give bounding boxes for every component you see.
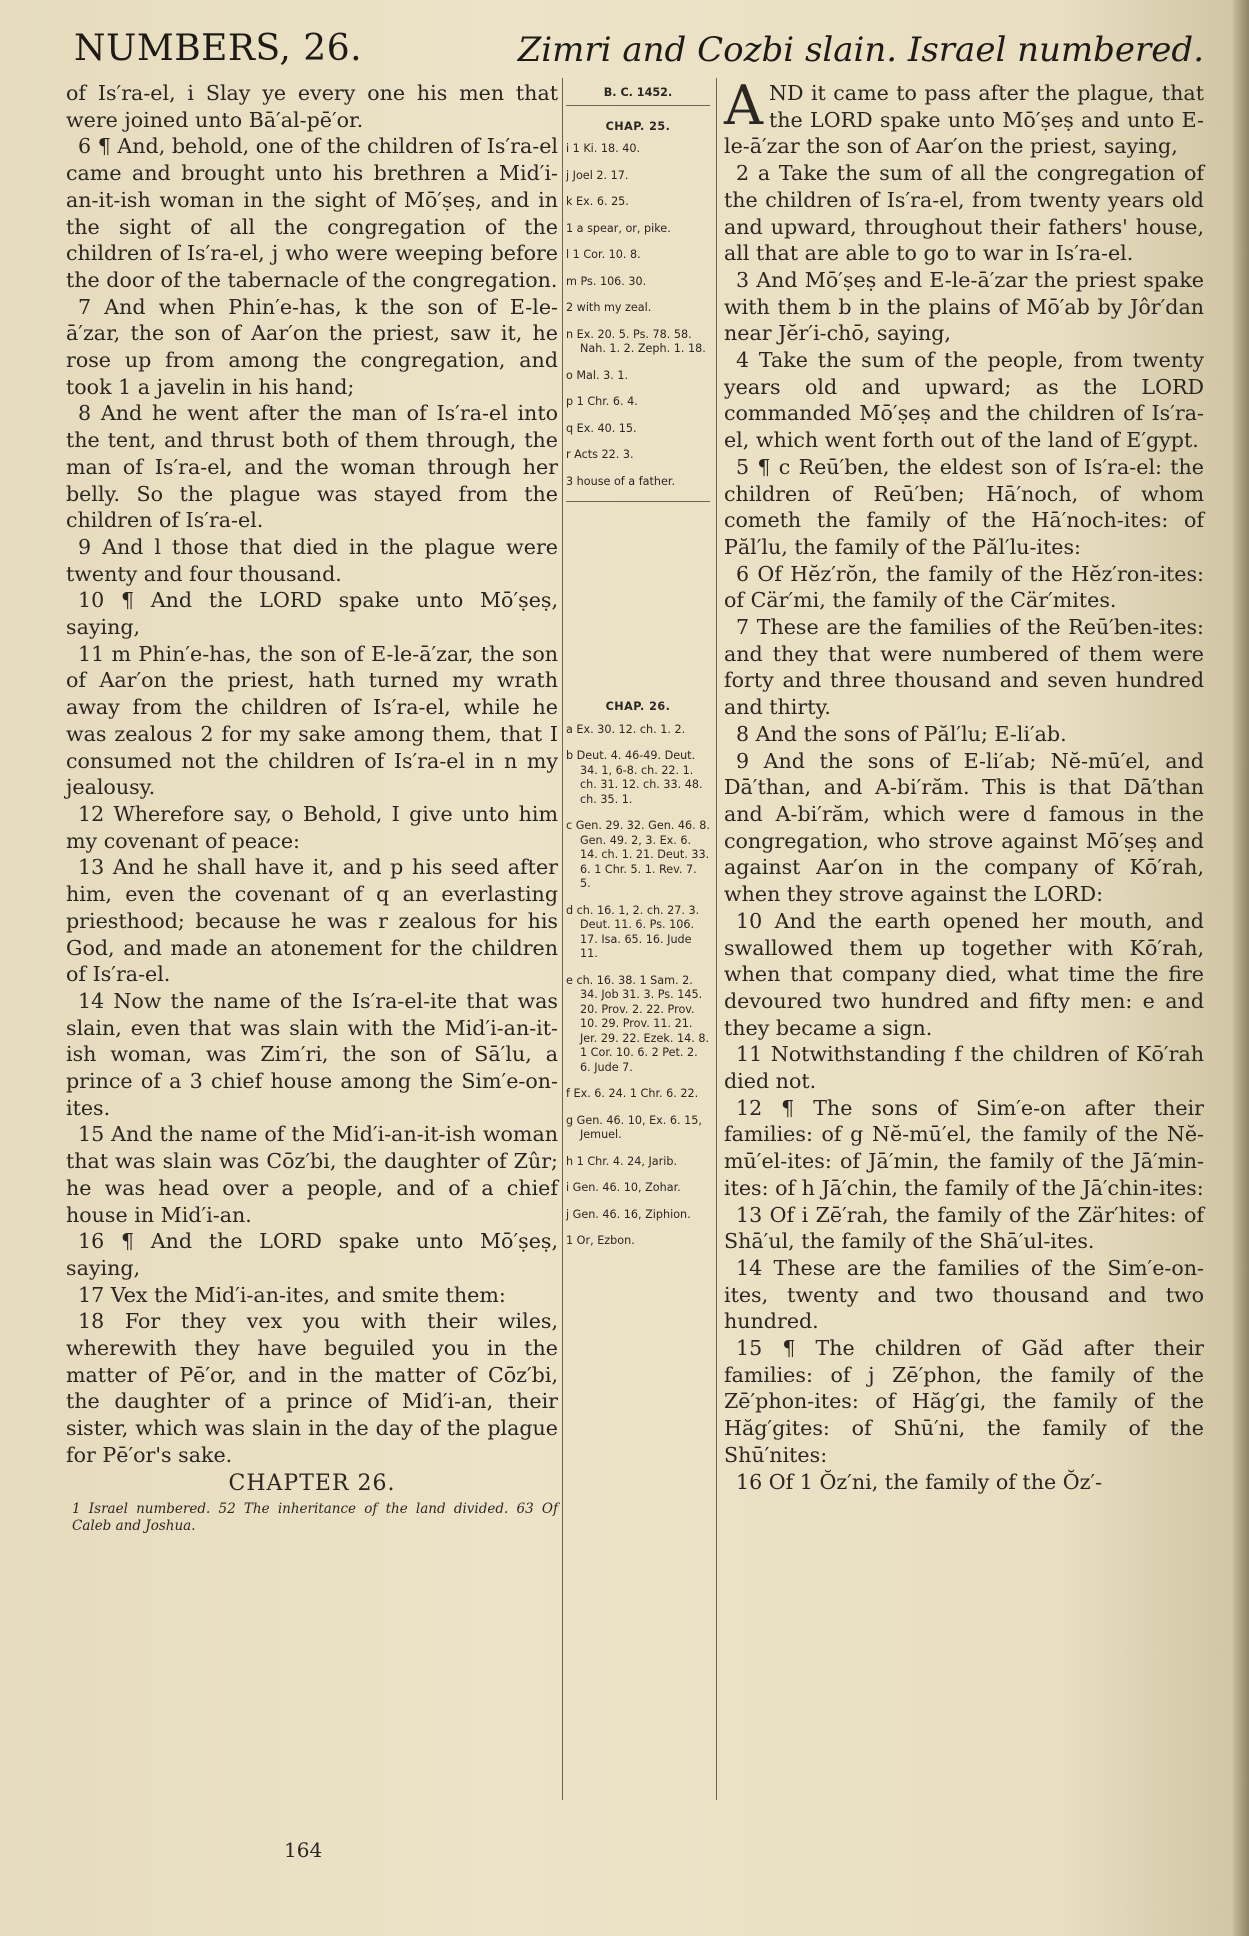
drop-cap: A [724, 74, 763, 137]
verse: of Is′ra-el, i Slay ye every one his men that were joined unto Bā′al-pē′or. [66, 81, 558, 132]
column-rule-left [562, 78, 563, 1800]
verse: 12 ¶ The sons of Sim′e-on after their families: of g Nĕ-mū′el, the family of the Nĕ-mū′el-ites: of Jā′min, the family of the Jā′min-ites: of h Jā′chin, the family of the Jā′chin-ites: [724, 1095, 1204, 1200]
page-edge-shadow [1233, 0, 1249, 1936]
left-text-column [66, 80, 558, 1880]
verse: 2 a Take the sum of all the congregation of the children of Is′ra-el, from twenty years old and upward, throughout their fathers' house, all that are able to go to war in Is′ra-el. [724, 161, 1204, 266]
verse: 11 m Phin′e-has, the son of E-le-ā′zar, the son of Aar′on the priest, hath turned my wrath away from the children of Is′ra-el, while he was zealous 2 for my sake among them, that I consumed not the children of Is′ra-el in n my jealousy. [66, 641, 558, 800]
verse: 5 ¶ c Reū′ben, the eldest son of Is′ra-el: the children of Reū′ben; Hā′noch, of whom cometh the family of the Hā′noch-ites: of Păl′lu, the family of the Păl′lu-ites: [724, 454, 1204, 559]
ref-entry: i 1 Ki. 18. 40. [566, 142, 641, 155]
verse: 9 And l those that died in the plague were twenty and four thousand. [66, 534, 558, 586]
verse: 10 ¶ And the LORD spake unto Mō′ṣeṣ, saying, [66, 588, 558, 640]
ref-entry: m Ps. 106. 30. [566, 274, 647, 288]
verse: 6 ¶ And, behold, one of the children of Is′ra-el came and brought unto his brethren a Mid′i-an-it-ish woman in the sight of Mō′ṣeṣ, and in the sight of all the congregation of the children of Is′ra-el, j who were weeping before the door of the tabernacle of the congregation. [66, 134, 558, 292]
ref-entry: 1 Or, Ezbon. [566, 1234, 635, 1247]
verse: 4 Take the sum of the people, from twenty years old and upward; as the LORD commanded Mō′ṣeṣ and the children of Is′ra-el, which went forth out of the land of E′gypt. [724, 348, 1204, 453]
verse: 18 For they vex you with their wiles, wherewith they have beguiled you in the matter of Pē′or, and in the matter of Cōz′bi, the daughter of a prince of Mid′i-an, their sister, which was slain in the day of the plague for Pē′or's sake. [66, 1309, 558, 1467]
ref-entry: j Gen. 46. 16, Ziphion. [566, 1207, 691, 1221]
ref-chapter-heading: CHAP. 26. [605, 700, 671, 713]
ref-entry: a Ex. 30. 12. ch. 1. 2. [566, 722, 686, 736]
book-chapter-heading: NUMBERS, 26. [74, 28, 363, 69]
column-rule-right [716, 78, 717, 1800]
ref-chapter-heading: CHAP. 25. [605, 119, 671, 133]
verse: 16 ¶ And the LORD spake unto Mō′ṣeṣ, saying, [66, 1229, 558, 1280]
verse: 9 And the sons of E-li′ab; Nĕ-mū′el, and Dā′than, and A-bi′răm. This is that Dā′than and A-bi′răm, which were d famous in the congregation, who strove against Mō′ṣeṣ and against Aar′on in the company of Kō′rah, when they strove against the LORD: [724, 748, 1204, 907]
verse: 17 Vex the Mid′i-an-ites, and smite them: [78, 1282, 506, 1307]
verse: 11 Notwithstanding f the children of Kō′rah died not. [724, 1042, 1204, 1094]
verse: 7 And when Phin′e-has, k the son of E-le-ā′zar, the son of Aar′on the priest, saw it, he rose up from among the congregation, and took 1 a javelin in his hand; [66, 294, 558, 399]
page-number: 164 [284, 1838, 323, 1862]
verse: 13 Of i Zē′rah, the family of the Zär′hites: of Shā′ul, the family of the Shā′ul-ites. [724, 1202, 1204, 1254]
right-text-column [724, 74, 1204, 1880]
ref-entry: r Acts 22. 3. [566, 448, 634, 461]
ref-entry: h 1 Chr. 4. 24, Jarib. [566, 1154, 678, 1168]
date-label: B. C. 1452. [603, 86, 673, 99]
ref-entry: b Deut. 4. 46-49. Deut. 34. 1, 6-8. ch. 22. 1. ch. 31. 12. ch. 33. 48. ch. 35. 1. [566, 749, 703, 806]
verse: 14 These are the families of the Sim′e-on-ites, twenty and two thousand and two hundred. [724, 1255, 1204, 1334]
ref-entry: c Gen. 29. 32. Gen. 46. 8. Gen. 49. 2, 3. Ex. 6. 14. ch. 1. 21. Deut. 33. 6. 1 Chr. 5. 1. Rev. 7. 5. [566, 819, 710, 890]
section-caption: Zimri and Cozbi slain. Israel numbered. [517, 30, 1204, 70]
ref-entry: 2 with my zeal. [566, 301, 652, 314]
verse: 13 And he shall have it, and p his seed after him, even the covenant of q an everlasting priesthood; because he was r zealous for his God, and made an atonement for the children of Is′ra-el. [66, 855, 558, 987]
ref-divider [566, 105, 710, 106]
ref-entry: 1 a spear, or, pike. [566, 221, 671, 235]
running-header [74, 22, 1204, 82]
ref-entry: j Joel 2. 17. [566, 168, 629, 182]
ref-entry: f Ex. 6. 24. 1 Chr. 6. 22. [566, 1087, 699, 1100]
ref-entry: g Gen. 46. 10, Ex. 6. 15, Jemuel. [566, 1113, 702, 1141]
verse: 10 And the earth opened her mouth, and swallowed them up together with Kō′rah, when that company died, what time the fire devoured two hundred and fifty men: e and they became a sign. [724, 908, 1204, 1040]
chapter-summary: 1 Israel numbered. 52 The inheritance of the land divided. 63 Of Caleb and Joshua. [72, 1501, 558, 1535]
verse: 15 And the name of the Mid′i-an-it-ish woman that was slain was Cōz′bi, the daughter of Zûr; he was head over a people, and of a chief house in Mid′i-an. [66, 1122, 558, 1227]
chapter-heading: CHAPTER 26. [228, 1470, 396, 1496]
ref-entry: o Mal. 3. 1. [566, 368, 629, 382]
verse: 12 Wherefore say, o Behold, I give unto him my covenant of peace: [66, 801, 558, 853]
verse: 8 And the sons of Păl′lu; E-li′ab. [736, 721, 1067, 746]
cross-reference-column [566, 80, 710, 1810]
verse: 7 These are the families of the Reū′ben-ites: and they that were numbered of them were forty and three thousand and seven hundred and thirty. [724, 615, 1204, 720]
ref-entry: d ch. 16. 1, 2. ch. 27. 3. Deut. 11. 6. Ps. 106. 17. Isa. 65. 16. Jude 11. [566, 903, 700, 960]
ref-entry: 3 house of a father. [566, 474, 676, 488]
ref-entry: p 1 Chr. 6. 4. [566, 395, 638, 408]
verse: 8 And he went after the man of Is′ra-el into the tent, and thrust both of them through, the man of Is′ra-el, and the woman through her belly. So the plague was stayed from the children of Is′ra-el. [66, 401, 558, 533]
verse: 6 Of Hĕz′rŏn, the family of the Hĕz′ron-ites: of Cär′mi, the family of the Cär′mites. [724, 561, 1204, 613]
ref-entry: e ch. 16. 38. 1 Sam. 2. 34. Job 31. 3. Ps. 145. 20. Prov. 2. 22. Prov. 10. 29. Prov. 11. 21. Jer. 29. 22. Ezek. 14. 8. 1 Cor. 10. 6. 2 Pet. 2. 6. Jude 7. [566, 973, 709, 1074]
verse: 3 And Mō′ṣeṣ and E-le-ā′zar the priest spake with them b in the plains of Mō′ab by Jôr′dan near Jĕr′i-chō, saying, [724, 267, 1204, 346]
verse: AND it came to pass after the plague, that the LORD spake unto Mō′ṣeṣ and unto E-le-ā′zar the son of Aar′on the priest, saying, [724, 74, 1204, 159]
verse: 14 Now the name of the Is′ra-el-ite that was slain, even that was slain with the Mid′i-an-it-ish woman, was Zim′ri, the son of Sā′lu, a prince of a 3 chief house among the Sim′e-on-ites. [66, 988, 558, 1120]
verse: 16 Of 1 Ŏz′ni, the family of the Ŏz′- [736, 1469, 1103, 1494]
ref-entry: i Gen. 46. 10, Zohar. [566, 1181, 681, 1194]
ref-entry: n Ex. 20. 5. Ps. 78. 58. Nah. 1. 2. Zeph. 1. 18. [566, 327, 706, 355]
ref-entry: k Ex. 6. 25. [566, 195, 629, 208]
verse: 15 ¶ The children of Găd after their families: of j Zē′phon, the family of the Zē′phon-ites: of Hăg′gi, the family of the Hăg′gites: of Shū′ni, the family of the Shū′nites: [724, 1336, 1204, 1467]
ref-entry: q Ex. 40. 15. [566, 421, 637, 435]
ref-divider [566, 501, 710, 502]
ref-entry: l 1 Cor. 10. 8. [566, 248, 641, 261]
